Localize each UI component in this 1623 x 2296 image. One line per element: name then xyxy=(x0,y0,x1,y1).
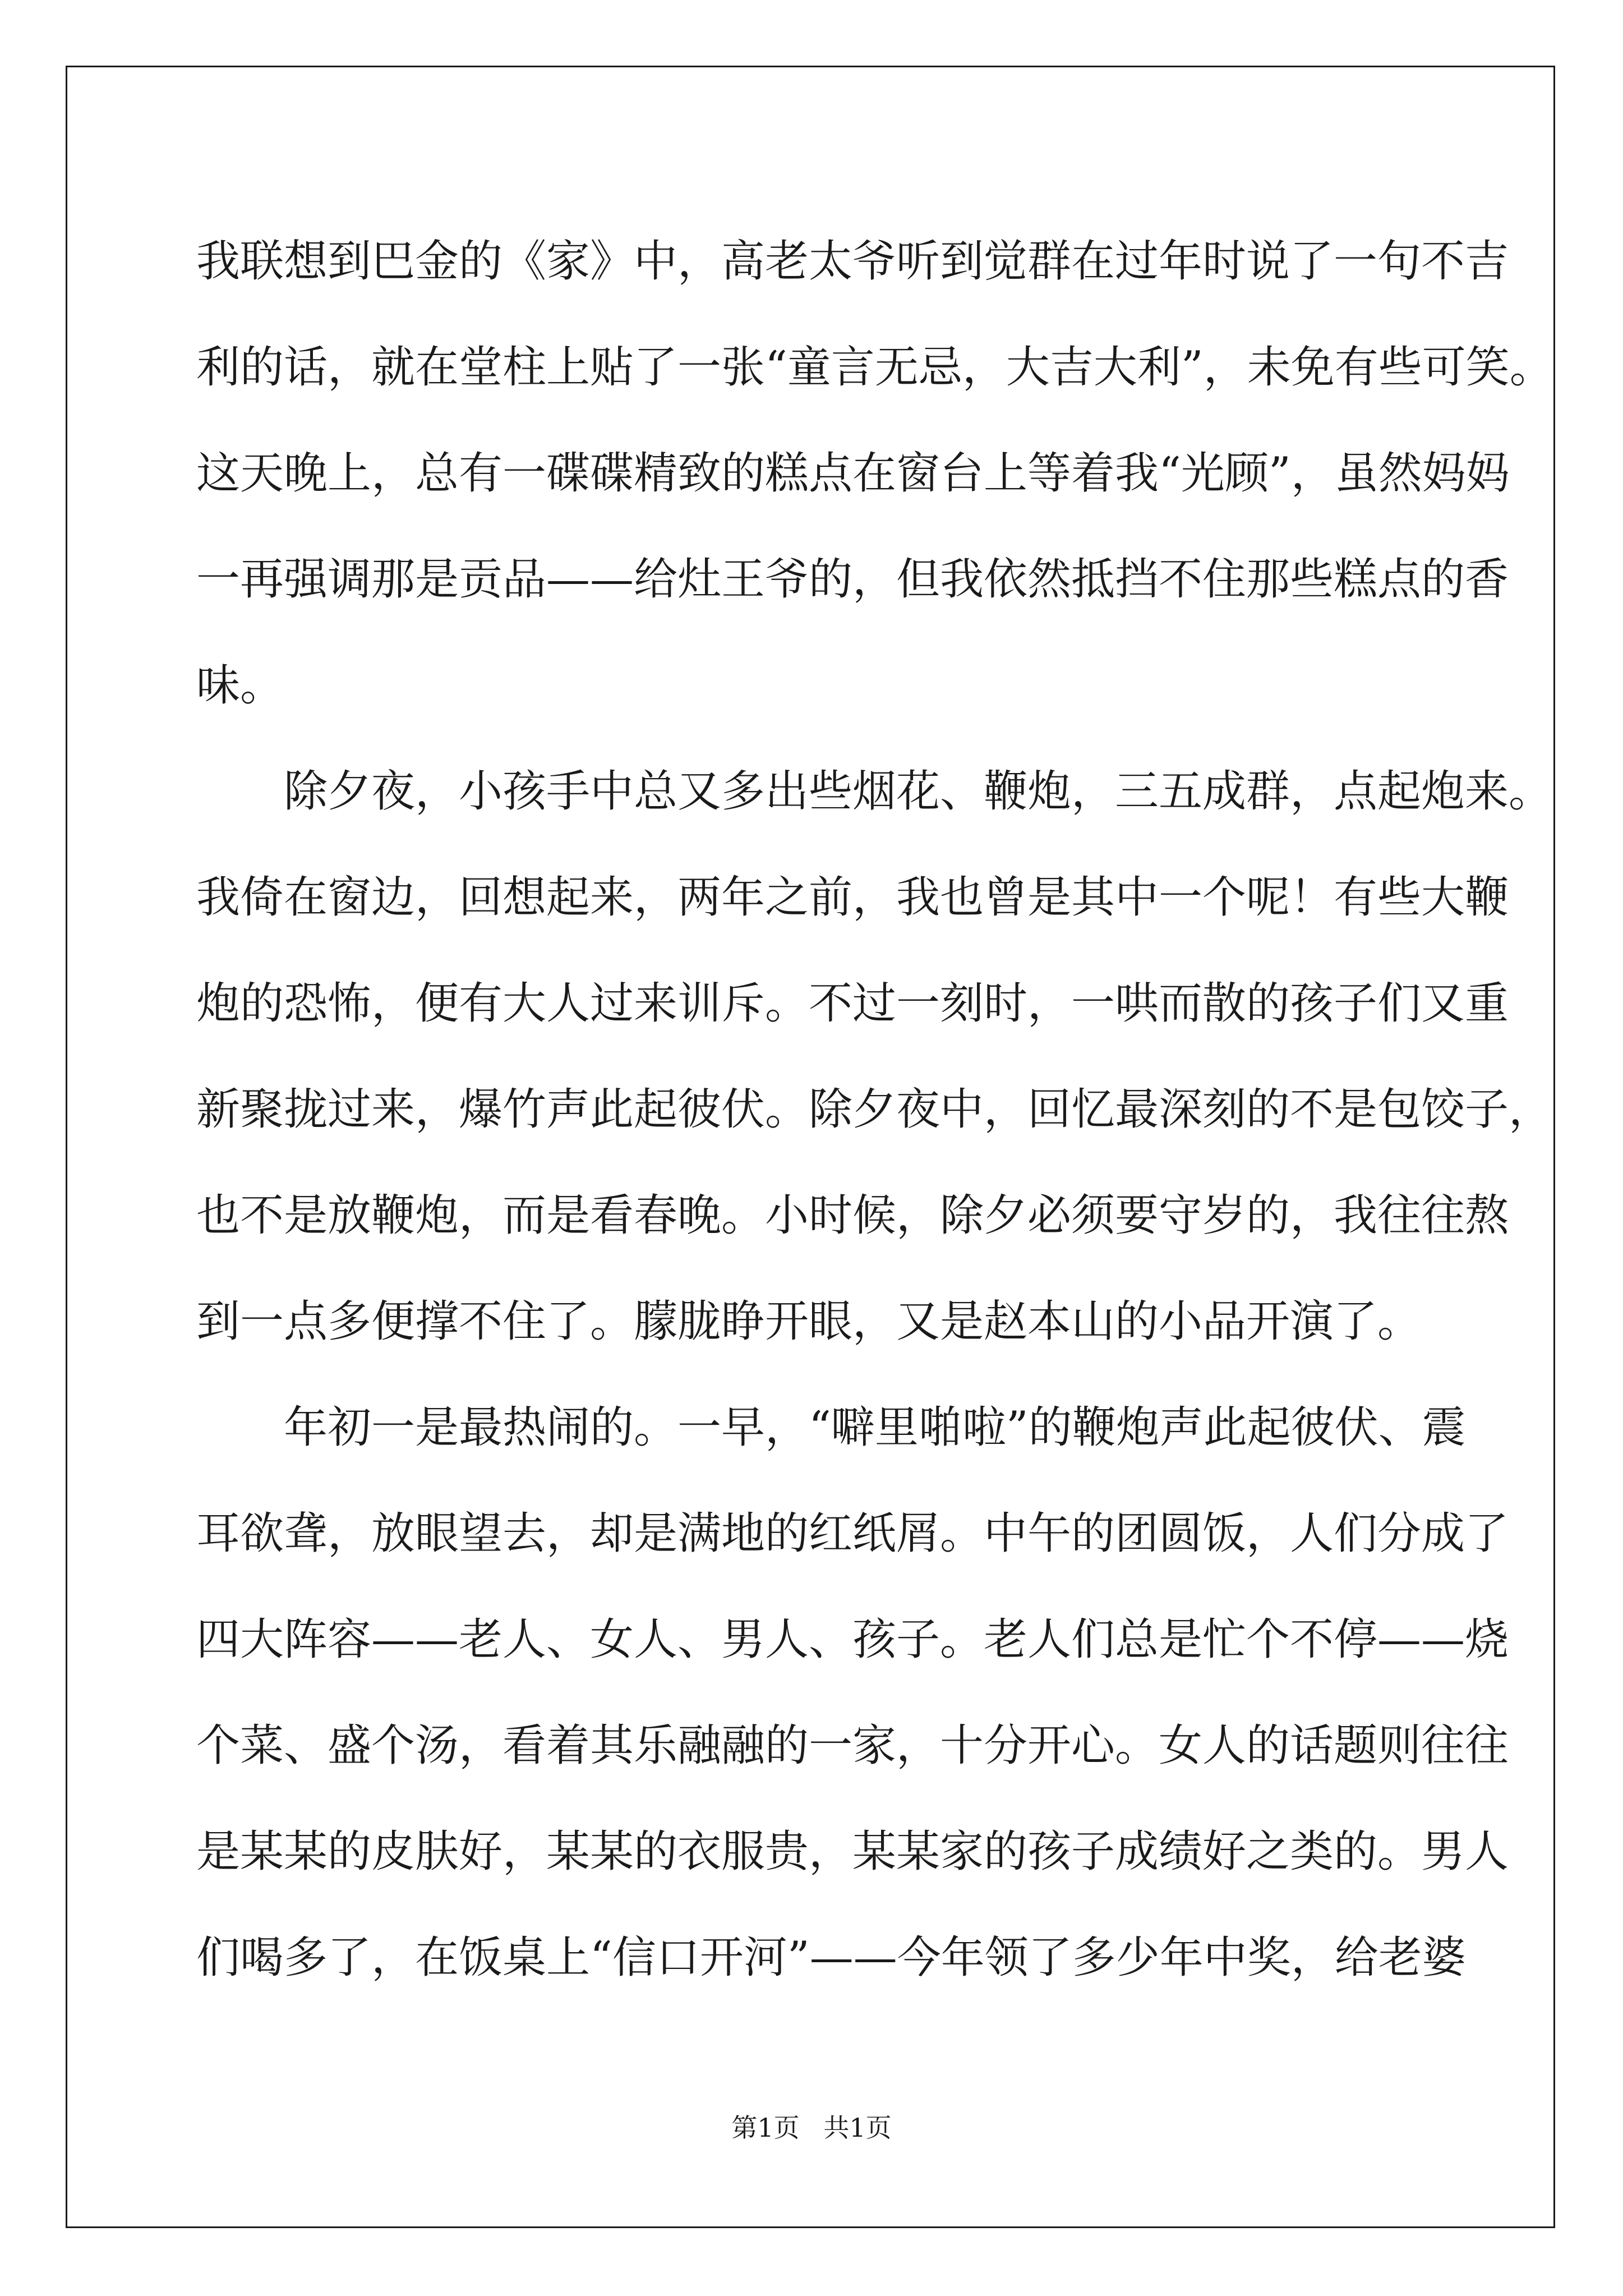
text-line: 个菜、盛个汤，看着其乐融融的一家，十分开心。女人的话题则往往 xyxy=(196,1720,1509,1771)
text-line: 我倚在窗边，回想起来，两年之前，我也曾是其中一个呢！有些大鞭 xyxy=(196,872,1509,923)
page-total: 共1页 xyxy=(823,2113,892,2143)
paragraph-2 xyxy=(196,739,1553,1375)
text-line: 们喝多了，在饭桌上“信口开河”——今年领了多少年中奖，给老婆 xyxy=(196,1932,1466,1983)
text-line: 一再强调那是贡品——给灶王爷的，但我依然抵挡不住那些糕点的香 xyxy=(196,554,1509,605)
text-line: 到一点多便撑不住了。朦胧睁开眼，又是赵本山的小品开演了。 xyxy=(196,1296,1422,1347)
text-line: 是某某的皮肤好，某某的衣服贵，某某家的孩子成绩好之类的。男人 xyxy=(196,1826,1509,1877)
text-line: 也不是放鞭炮，而是看春晚。小时候，除夕必须要守岁的，我往往熬 xyxy=(196,1190,1509,1241)
text-line: 味。 xyxy=(196,660,284,711)
text-line: 这天晚上，总有一碟碟精致的糕点在窗台上等着我“光顾”，虽然妈妈 xyxy=(196,448,1510,499)
paragraph-3 xyxy=(196,1375,1509,2011)
page-footer xyxy=(0,2108,1623,2145)
text-line: 除夕夜，小孩手中总又多出些烟花、鞭炮，三五成群，点起炮来。 xyxy=(284,766,1553,817)
document-body xyxy=(196,209,1553,2011)
text-line: 新聚拢过来，爆竹声此起彼伏。除夕夜中，回忆最深刻的不是包饺子， xyxy=(196,1084,1553,1135)
text-line: 我联想到巴金的《家》中，高老太爷听到觉群在过年时说了一句不吉 xyxy=(196,236,1509,287)
text-line: 利的话，就在堂柱上贴了一张“童言无忌，大吉大利”，未免有些可笑。 xyxy=(196,342,1553,393)
paragraph-1 xyxy=(196,209,1553,739)
text-line: 炮的恐怖，便有大人过来训斥。不过一刻时，一哄而散的孩子们又重 xyxy=(196,978,1509,1029)
text-line: 年初一是最热闹的。一早，“噼里啪啦”的鞭炮声此起彼伏、震 xyxy=(284,1402,1466,1453)
page-number: 第1页 xyxy=(731,2113,800,2143)
text-line: 耳欲聋，放眼望去，却是满地的红纸屑。中午的团圆饭，人们分成了 xyxy=(196,1508,1509,1559)
text-line: 四大阵容——老人、女人、男人、孩子。老人们总是忙个不停——烧 xyxy=(196,1614,1509,1665)
